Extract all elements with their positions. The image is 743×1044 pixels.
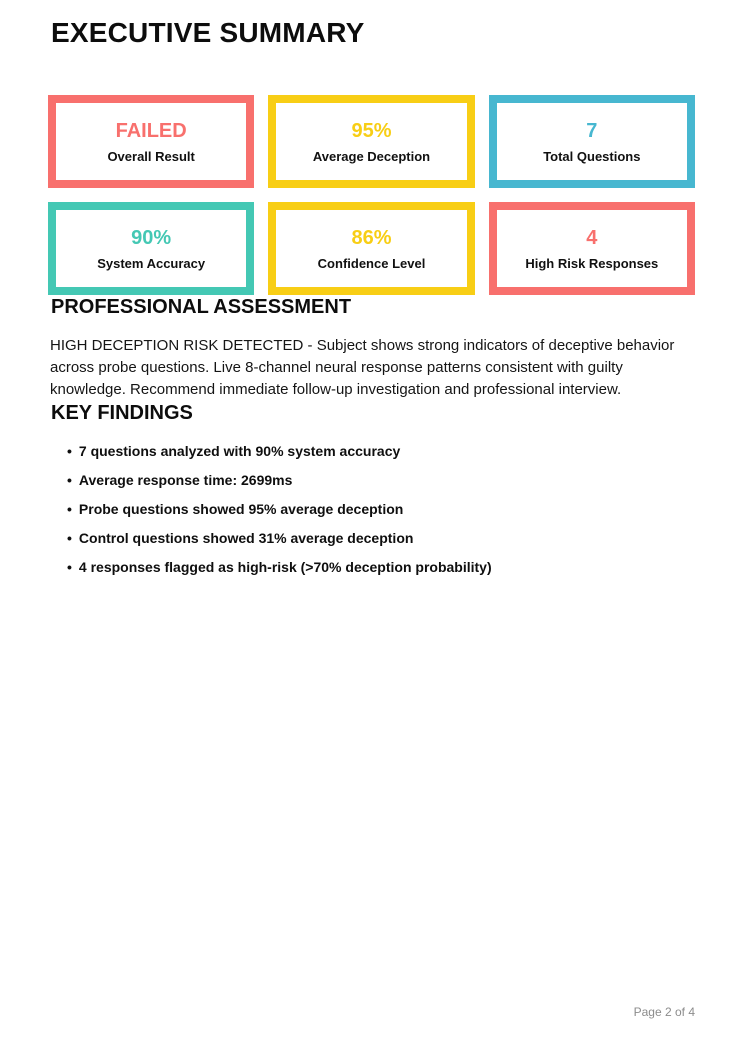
assessment-body: HIGH DECEPTION RISK DETECTED - Subject shows strong indicators of deceptive behavior across probe questions. Live 8-channel neural response patterns consistent with guilty knowledge. Recommend immediate follow-up investigation and professional interview. xyxy=(50,337,675,398)
metric-label-confidence-level: Confidence Level xyxy=(317,255,426,271)
metric-card-high-risk-responses xyxy=(489,202,695,295)
finding-text: 4 responses flagged as high-risk (>70% deception probability) xyxy=(78,559,492,575)
metric-value-confidence-level: 86% xyxy=(351,226,392,249)
metric-label-average-deception: Average Deception xyxy=(312,148,431,164)
finding-item xyxy=(67,531,695,546)
finding-item xyxy=(67,444,695,459)
metric-value-system-accuracy: 90% xyxy=(131,226,172,249)
bullet-icon: • xyxy=(67,530,72,546)
metric-card-overall-result xyxy=(48,95,254,188)
finding-text: 7 questions analyzed with 90% system accuracy xyxy=(78,443,401,459)
finding-item xyxy=(67,502,695,517)
metric-label-high-risk-responses: High Risk Responses xyxy=(525,255,659,271)
finding-text: Probe questions showed 95% average deception xyxy=(78,501,404,517)
metric-label-system-accuracy: System Accuracy xyxy=(97,255,206,271)
finding-text: Control questions showed 31% average deception xyxy=(78,530,414,546)
bullet-icon: • xyxy=(67,559,72,575)
findings-list xyxy=(48,444,695,575)
metric-value-total-questions: 7 xyxy=(586,119,598,142)
metric-card-confidence-level xyxy=(268,202,474,295)
metric-value-overall-result: FAILED xyxy=(115,119,187,142)
findings-heading: KEY FINDINGS xyxy=(51,402,193,424)
bullet-icon: • xyxy=(67,443,72,459)
metric-value-average-deception: 95% xyxy=(351,119,392,142)
metric-card-total-questions xyxy=(489,95,695,188)
bullet-icon: • xyxy=(67,472,72,488)
metric-card-average-deception xyxy=(268,95,474,188)
metrics-grid xyxy=(48,95,695,295)
metric-label-overall-result: Overall Result xyxy=(107,148,195,164)
finding-item xyxy=(67,560,695,575)
finding-text: Average response time: 2699ms xyxy=(78,472,293,488)
assessment-heading: PROFESSIONAL ASSESSMENT xyxy=(51,296,352,318)
metric-value-high-risk-responses: 4 xyxy=(586,226,598,249)
bullet-icon: • xyxy=(67,501,72,517)
page-number: Page 2 of 4 xyxy=(633,1005,695,1019)
metric-card-system-accuracy xyxy=(48,202,254,295)
page-title: EXECUTIVE SUMMARY xyxy=(51,17,365,48)
metric-label-total-questions: Total Questions xyxy=(543,148,641,164)
finding-item xyxy=(67,473,695,488)
